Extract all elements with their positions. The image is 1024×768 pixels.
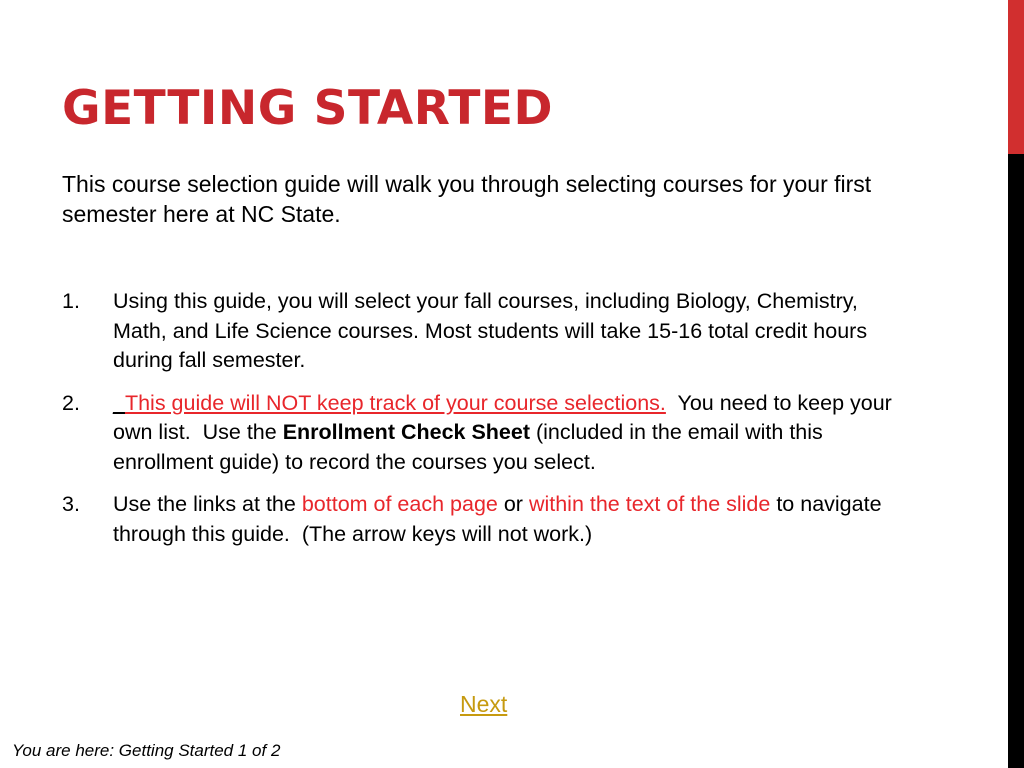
side-accent-bar-red	[1008, 0, 1024, 154]
step-text-part: You need to keep your own list. Use the	[113, 390, 898, 444]
step-text	[113, 492, 888, 546]
step-item-2	[62, 389, 898, 478]
step-item-3	[62, 490, 892, 549]
enrollment-check-sheet-label: Enrollment Check Sheet	[282, 420, 531, 444]
steps-list	[62, 287, 898, 562]
step-text-part: to navigate through this guide. (The arrow keys will not work.)	[113, 492, 888, 546]
next-link[interactable]: Next	[460, 691, 508, 717]
step-number: 2.	[62, 390, 80, 415]
step-text	[113, 391, 898, 474]
bottom-of-page-highlight: bottom of each page	[301, 492, 498, 516]
intro-text: This course selection guide will walk you through selecting courses for your first semester here at NC State.	[62, 171, 872, 227]
within-slide-highlight: within the text of the slide	[528, 492, 771, 516]
side-accent-bar-black	[1008, 154, 1024, 768]
step-text-part: or	[497, 492, 529, 516]
slide-title: GETTING STARTED	[62, 81, 554, 136]
breadcrumb-footer: You are here: Getting Started 1 of 2	[12, 741, 281, 760]
step-text-part: (included in the email with this enrollment guide) to record the courses you select.	[113, 420, 823, 474]
step-number: 1.	[62, 289, 80, 313]
no-tracking-warning-link[interactable]: This guide will NOT keep track of your course selections.	[124, 390, 666, 415]
step-number: 3.	[62, 492, 80, 516]
step-text: Using this guide, you will select your fall courses, including Biology, Chemistry, Math, and Life Science courses. Most students will take 15-16 total credit hours during fall semester.	[113, 289, 868, 372]
step-item-1	[62, 287, 892, 376]
step-text-part: Use the links at the	[113, 492, 302, 516]
underline-prefix: _	[113, 390, 125, 415]
